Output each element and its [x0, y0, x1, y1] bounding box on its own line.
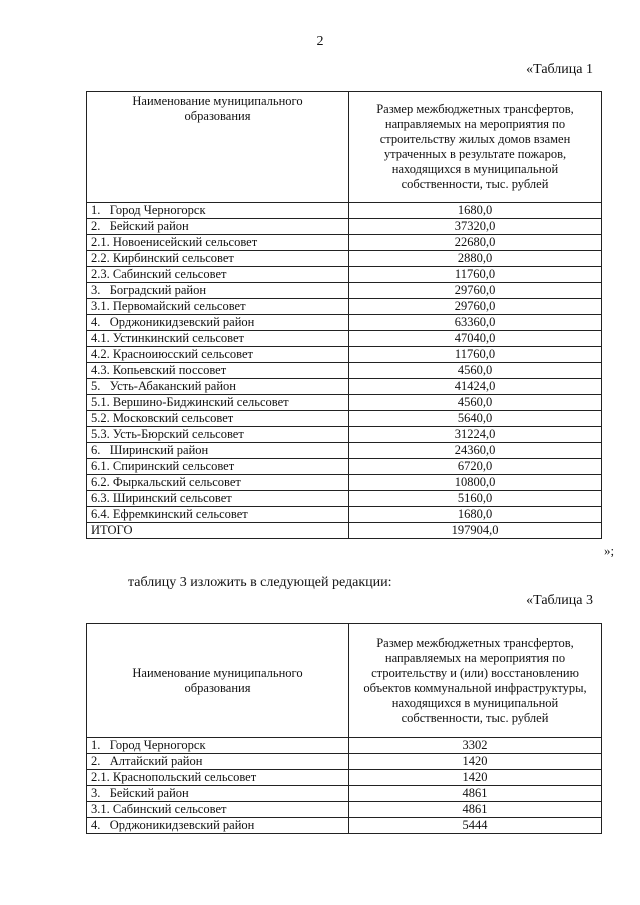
table3-row-name: 3. Бейский район [87, 786, 349, 802]
table1-row-name: 4. Орджоникидзевский район [87, 315, 349, 331]
table1-row-value: 10800,0 [349, 475, 602, 491]
table3-row-name: 2. Алтайский район [87, 754, 349, 770]
table3-row [87, 738, 602, 754]
table1-row-value: 11760,0 [349, 347, 602, 363]
table1-row-name: 3.1. Первомайский сельсовет [87, 299, 349, 315]
table1-row [87, 267, 602, 283]
table1-closing-quote: »; [604, 543, 615, 558]
table1-row [87, 235, 602, 251]
table3-row-name: 3.1. Сабинский сельсовет [87, 802, 349, 818]
table1-row [87, 459, 602, 475]
table1-row [87, 315, 602, 331]
table1-row-value: 4560,0 [349, 363, 602, 379]
table1-row [87, 443, 602, 459]
table1-row-value: 29760,0 [349, 283, 602, 299]
table3-row-value: 5444 [349, 818, 602, 834]
table1-row-value: 1680,0 [349, 203, 602, 219]
table1-row-value: 37320,0 [349, 219, 602, 235]
table3-row-value: 1420 [349, 754, 602, 770]
table1-row [87, 283, 602, 299]
table1-row-value: 11760,0 [349, 267, 602, 283]
table1-row-value: 4560,0 [349, 395, 602, 411]
table1-row-value: 24360,0 [349, 443, 602, 459]
table3-body [87, 738, 602, 834]
table1-row [87, 411, 602, 427]
table1-row-name: 4.3. Копьевский поссовет [87, 363, 349, 379]
table1-row-value: 5640,0 [349, 411, 602, 427]
table3-row [87, 754, 602, 770]
table1-row [87, 203, 602, 219]
table3-row-value: 4861 [349, 802, 602, 818]
table1-row-name: 2.2. Кирбинский сельсовет [87, 251, 349, 267]
table1-row-name: 5.1. Вершино-Биджинский сельсовет [87, 395, 349, 411]
table1-row-value: 63360,0 [349, 315, 602, 331]
table1-body [87, 203, 602, 523]
table3-row-name: 2.1. Краснопольский сельсовет [87, 770, 349, 786]
table1-row-value: 47040,0 [349, 331, 602, 347]
table1-row-value: 22680,0 [349, 235, 602, 251]
table3-row-value: 1420 [349, 770, 602, 786]
table1-row [87, 395, 602, 411]
table1-caption: «Таблица 1 [526, 62, 593, 77]
table3-row-value: 4861 [349, 786, 602, 802]
table1-row-value: 2880,0 [349, 251, 602, 267]
instruction-text: таблицу 3 изложить в следующей редакции: [128, 575, 392, 590]
table1-row [87, 347, 602, 363]
table3-row-name: 4. Орджоникидзевский район [87, 818, 349, 834]
table3 [86, 623, 602, 834]
table1-row-value: 31224,0 [349, 427, 602, 443]
table1 [86, 91, 602, 539]
table1-row [87, 475, 602, 491]
table1-row [87, 219, 602, 235]
table1-row-name: 6.4. Ефремкинский сельсовет [87, 507, 349, 523]
table1-row-value: 6720,0 [349, 459, 602, 475]
table1-row [87, 427, 602, 443]
page-number: 2 [316, 34, 324, 49]
table3-row [87, 786, 602, 802]
table1-row-name: 2.3. Сабинский сельсовет [87, 267, 349, 283]
table3-header-value: Размер межбюджетных трансфертов, направляемых на мероприятия по строительству и (или) восстановлению объектов коммунальной инфраструктуры, находящихся в муниципальной собственности, тыс. рублей [349, 624, 602, 738]
table1-row-name: 6.1. Спиринский сельсовет [87, 459, 349, 475]
table3-header-row [87, 624, 602, 738]
table1-row-name: 3. Боградский район [87, 283, 349, 299]
table1-total-row [87, 523, 602, 539]
table1-row-name: 5.3. Усть-Бюрский сельсовет [87, 427, 349, 443]
table1-header-row [87, 92, 602, 203]
table1-row-name: 5. Усть-Абаканский район [87, 379, 349, 395]
table1-total-label: ИТОГО [87, 523, 349, 539]
table3-row [87, 802, 602, 818]
table1-row-name: 6. Ширинский район [87, 443, 349, 459]
table1-row-name: 4.2. Красноиюсский сельсовет [87, 347, 349, 363]
table1-row-value: 29760,0 [349, 299, 602, 315]
table1-row-value: 5160,0 [349, 491, 602, 507]
table1-row-name: 2.1. Новоенисейский сельсовет [87, 235, 349, 251]
table1-row-value: 1680,0 [349, 507, 602, 523]
table1-row [87, 251, 602, 267]
table3-caption: «Таблица 3 [526, 593, 593, 608]
table1-row-name: 6.3. Ширинский сельсовет [87, 491, 349, 507]
table1-row [87, 331, 602, 347]
table3-header-name: Наименование муниципального образования [87, 624, 349, 738]
table1-row-name: 4.1. Устинкинский сельсовет [87, 331, 349, 347]
table3-row-value: 3302 [349, 738, 602, 754]
table1-total-value: 197904,0 [349, 523, 602, 539]
table1-row [87, 491, 602, 507]
table1-row-name: 6.2. Фыркальский сельсовет [87, 475, 349, 491]
table1-row [87, 379, 602, 395]
table1-header-name: Наименование муниципального образования [87, 92, 349, 203]
table1-row-name: 5.2. Московский сельсовет [87, 411, 349, 427]
table3-row [87, 770, 602, 786]
table1-row [87, 363, 602, 379]
table1-row-name: 2. Бейский район [87, 219, 349, 235]
table3-row [87, 818, 602, 834]
table3-row-name: 1. Город Черногорск [87, 738, 349, 754]
table1-header-value: Размер межбюджетных трансфертов, направляемых на мероприятия по строительству жилых домов взамен утраченных в результате пожаров, находящихся в муниципальной собственности, тыс. рублей [349, 92, 602, 203]
table1-row-value: 41424,0 [349, 379, 602, 395]
table1-row [87, 299, 602, 315]
table1-row [87, 507, 602, 523]
table1-row-name: 1. Город Черногорск [87, 203, 349, 219]
